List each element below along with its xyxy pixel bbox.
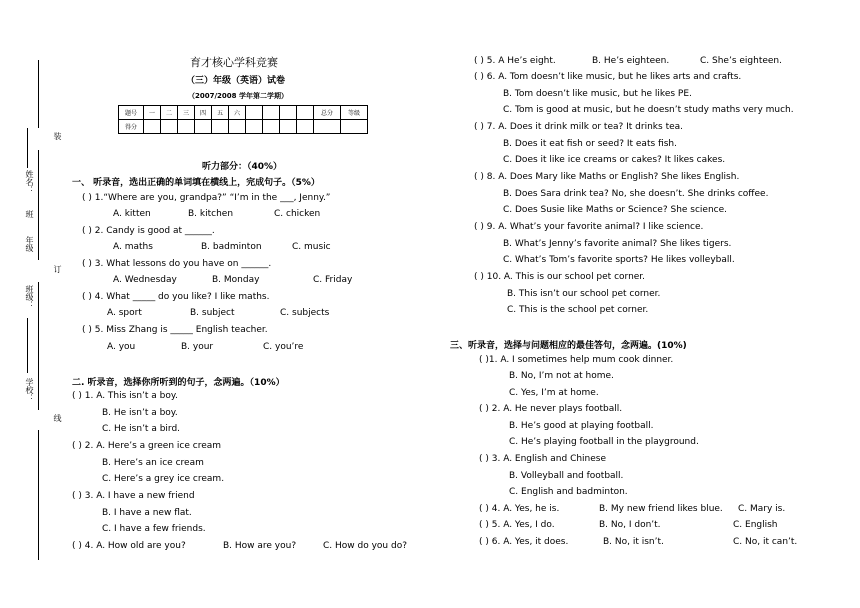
s1-question: ( ) 1.“Where are you, grandpa?” “I’m in the ___, Jenny.” (82, 193, 331, 203)
score-input-cell[interactable] (144, 120, 161, 134)
class-label: 班级： (25, 285, 34, 309)
s2-question: ( ) 6. A. Tom doesn’t like music, but he likes arts and crafts. (474, 72, 742, 82)
s2-option: B. Does Sara drink tea? No, she doesn’t. She drinks coffee. (503, 189, 769, 199)
score-cell: 五 (212, 106, 229, 120)
s3-option: C. English and badminton. (509, 487, 628, 497)
s2-question: ( ) 3. A. I have a new friend (72, 491, 195, 501)
grade-label: 年级 (25, 236, 34, 252)
s2-option: C. How do you do? (323, 541, 407, 551)
score-cell: 得分 (119, 120, 144, 134)
s3-question: ( ) 3. A. English and Chinese (479, 454, 607, 464)
s1-option-c: C. subjects (280, 308, 330, 318)
score-input-cell[interactable] (314, 120, 341, 134)
school-label: 学校： (25, 378, 34, 402)
s1-question: ( ) 4. What _____ do you like? I like maths. (82, 292, 270, 302)
score-input-cell[interactable] (246, 120, 263, 134)
s2-option: C. He isn’t a bird. (102, 424, 181, 434)
s1-option-a: A. Wednesday (113, 275, 177, 285)
s2-option: B. He’s eighteen. (592, 56, 670, 66)
s2-option: B. What’s Jenny’s favorite animal? She likes tigers. (503, 239, 732, 249)
s1-option-a: A. sport (107, 308, 142, 318)
s2-option: C. She’s eighteen. (700, 56, 782, 66)
s3-question: ( ) 4. A. Yes, he is. (479, 504, 560, 514)
score-cell: 一 (144, 106, 161, 120)
s3-option: B. Volleyball and football. (509, 471, 624, 481)
score-table-header-row (119, 106, 368, 120)
s1-option-b: B. subject (190, 308, 235, 318)
section3-title: 三、听录音，选择与问题相应的最佳答句，念两遍。(10%) (450, 341, 687, 351)
s3-option: B. No, it isn’t. (603, 537, 664, 547)
s2-option: C. This is the school pet corner. (507, 305, 649, 315)
s3-question: ( ) 2. A. He never plays football. (479, 404, 623, 414)
exam-year: （2007/2008 学年第二学期） (188, 92, 288, 100)
s1-option-b: B. Monday (212, 275, 260, 285)
s2-question: ( ) 7. A. Does it drink milk or tea? It drinks tea. (474, 122, 684, 132)
s2-question: ( ) 10. A. This is our school pet corner. (474, 272, 646, 282)
s3-question: ( ) 6. A. Yes, it does. (479, 537, 569, 547)
score-table-score-row (119, 120, 368, 134)
score-input-cell[interactable] (263, 120, 280, 134)
school-line (27, 318, 28, 373)
score-table (118, 105, 368, 134)
s2-question: ( ) 5. A He’s eight. (474, 56, 556, 66)
s2-question: ( ) 8. A. Does Mary like Maths or English? She likes English. (474, 172, 740, 182)
s1-option-c: C. chicken (274, 209, 321, 219)
score-cell: 题号 (119, 106, 144, 120)
s1-option-c: C. music (292, 242, 331, 252)
score-input-cell[interactable] (212, 120, 229, 134)
score-cell (263, 106, 280, 120)
s2-option: C. Here’s a grey ice cream. (102, 474, 225, 484)
score-cell: 三 (178, 106, 195, 120)
s2-option: C. I have a few friends. (102, 524, 206, 534)
s3-option: B. No, I’m not at home. (509, 371, 614, 381)
exam-subtitle: （三）年级（英语）试卷 (186, 76, 286, 86)
score-input-cell[interactable] (178, 120, 195, 134)
s2-option: B. He isn’t a boy. (102, 408, 178, 418)
s3-option: C. He’s playing football in the playground. (509, 437, 699, 447)
score-input-cell[interactable] (161, 120, 178, 134)
s3-question: ( )1. A. I sometimes help mum cook dinner. (479, 355, 674, 365)
binding-mark-zhuang: 装 (53, 132, 62, 140)
s1-question: ( ) 2. Candy is good at ______. (82, 226, 215, 236)
s2-question: ( ) 2. A. Here’s a green ice cream (72, 441, 222, 451)
s1-question: ( ) 5. Miss Zhang is _____ English teacher. (82, 325, 268, 335)
s1-option-b: B. your (181, 342, 214, 352)
s3-option: B. No, I don’t. (599, 520, 661, 530)
score-cell (297, 106, 314, 120)
s2-option: C. Does Susie like Maths or Science? She science. (503, 205, 728, 215)
binding-mark-ding: 订 (53, 265, 62, 273)
s1-option-b: B. kitchen (188, 209, 234, 219)
s1-option-c: C. Friday (313, 275, 353, 285)
binding-line (38, 282, 39, 410)
class-suffix-label: 班 (25, 210, 34, 218)
s1-question: ( ) 3. What lessons do you have on ______. (82, 259, 272, 269)
s1-option-a: A. you (107, 342, 136, 352)
s2-option: B. Tom doesn’t like music, but he likes PE. (503, 89, 692, 99)
s3-question: ( ) 5. A. Yes, I do. (479, 520, 555, 530)
s3-option: C. No, it can’t. (733, 537, 798, 547)
s2-option: B. I have a new flat. (102, 508, 192, 518)
s1-option-c: C. you’re (263, 342, 304, 352)
name-label: 姓名： (25, 170, 34, 194)
s3-option: B. My new friend likes blue. (599, 504, 723, 514)
score-cell (246, 106, 263, 120)
score-cell: 总分 (314, 106, 341, 120)
score-input-cell[interactable] (280, 120, 297, 134)
score-input-cell[interactable] (341, 120, 368, 134)
score-cell: 四 (195, 106, 212, 120)
s3-option: C. English (733, 520, 778, 530)
section2-title: 二. 听录音，选择你所听到的句子，念两遍。（10%） (72, 378, 285, 388)
s3-option: C. Yes, I’m at home. (509, 388, 599, 398)
s2-question: ( ) 1. A. This isn’t a boy. (72, 391, 178, 401)
score-cell (280, 106, 297, 120)
binding-line (38, 430, 39, 560)
name-line (27, 128, 28, 168)
s2-option: B. Does it eat fish or seed? It eats fish. (503, 139, 677, 149)
s3-option: B. He’s good at playing football. (509, 421, 654, 431)
binding-line (38, 60, 39, 128)
s2-option: C. What’s Tom’s favorite sports? He likes volleyball. (503, 255, 735, 265)
score-cell: 六 (229, 106, 246, 120)
score-input-cell[interactable] (229, 120, 246, 134)
score-cell: 等级 (341, 106, 368, 120)
s3-option: C. Mary is. (738, 504, 786, 514)
section1-title: 一、 听录音，选出正确的单词填在横线上，完成句子。（5%） (72, 178, 320, 188)
binding-line (38, 150, 39, 260)
s2-question: ( ) 4. A. How old are you? (72, 541, 186, 551)
s1-option-a: A. kitten (113, 209, 151, 219)
s2-question: ( ) 9. A. What’s your favorite animal? I like science. (474, 222, 704, 232)
s2-option: B. This isn’t our school pet corner. (507, 289, 661, 299)
score-input-cell[interactable] (297, 120, 314, 134)
s2-option: C. Does it like ice creams or cakes? It likes cakes. (503, 155, 726, 165)
score-cell: 二 (161, 106, 178, 120)
binding-mark-xian: 线 (53, 414, 62, 422)
exam-title: 育才核心学科竞赛 (190, 56, 278, 69)
score-input-cell[interactable] (195, 120, 212, 134)
s1-option-b: B. badminton (201, 242, 262, 252)
s1-option-a: A. maths (113, 242, 153, 252)
s2-option: C. Tom is good at music, but he doesn’t study maths very much. (503, 105, 794, 115)
s2-option: B. Here’s an ice cream (102, 458, 204, 468)
listening-title: 听力部分：（40%） (202, 162, 283, 172)
s2-option: B. How are you? (223, 541, 297, 551)
